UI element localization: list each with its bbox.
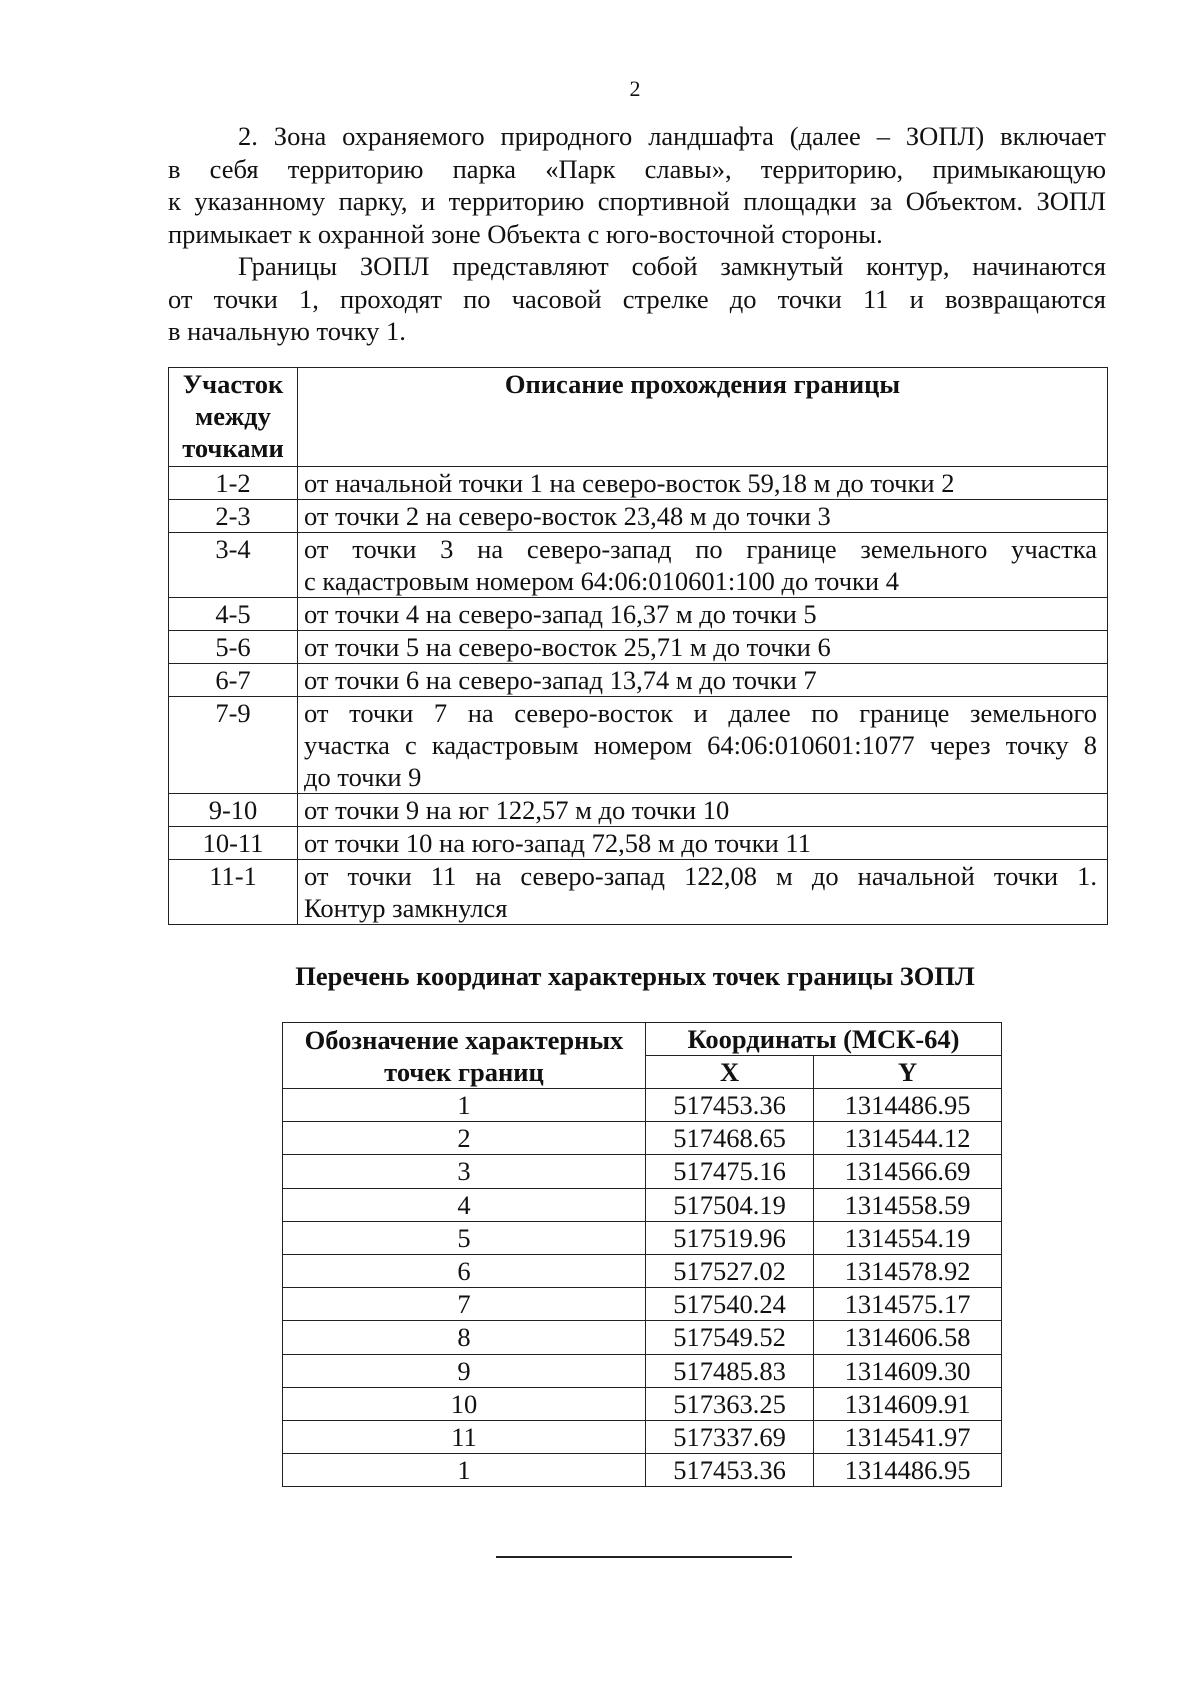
point-cell: 9	[283, 1354, 646, 1387]
header-line: Обозначение характерных	[304, 1024, 624, 1055]
table-row	[283, 1188, 1002, 1221]
point-cell: 2	[283, 1122, 646, 1155]
segment-cell: 4-5	[169, 598, 298, 631]
y-coordinate-cell: 1314486.95	[814, 1089, 1002, 1122]
description-cell	[298, 664, 1108, 697]
table-row	[283, 1421, 1002, 1454]
y-coordinate-cell: 1314609.91	[814, 1387, 1002, 1420]
table-row	[283, 1255, 1002, 1288]
description-line: от точки 10 на юго-запад 72,58 м до точки 11	[304, 828, 811, 858]
paragraph-line: от точки 1, проходят по часовой стрелке до точки 11 и возвращаются	[168, 283, 1106, 314]
y-column-header: Y	[814, 1056, 1002, 1089]
description-line: от точки 4 на северо-запад 16,37 м до точки 5	[304, 599, 817, 629]
description-cell	[298, 533, 1108, 598]
y-coordinate-cell: 1314566.69	[814, 1155, 1002, 1188]
table-row	[169, 697, 1108, 794]
coordinates-column-header: Координаты (МСК-64)	[646, 1023, 1002, 1056]
table-row	[283, 1089, 1002, 1122]
closing-divider	[496, 1556, 792, 1558]
table-row	[283, 1122, 1002, 1155]
point-cell: 4	[283, 1188, 646, 1221]
point-cell: 11	[283, 1421, 646, 1454]
x-coordinate-cell: 517475.16	[646, 1155, 814, 1188]
x-coordinate-cell: 517504.19	[646, 1188, 814, 1221]
description-line: от точки 9 на юг 122,57 м до точки 10	[304, 795, 730, 825]
y-coordinate-cell: 1314558.59	[814, 1188, 1002, 1221]
table-row	[169, 631, 1108, 664]
table-row	[169, 827, 1108, 860]
y-coordinate-cell: 1314609.30	[814, 1354, 1002, 1387]
table-row	[169, 794, 1108, 827]
description-cell	[298, 794, 1108, 827]
x-coordinate-cell: 517337.69	[646, 1421, 814, 1454]
y-coordinate-cell: 1314606.58	[814, 1321, 1002, 1354]
table-row	[169, 664, 1108, 697]
segment-cell: 5-6	[169, 631, 298, 664]
description-cell	[298, 697, 1108, 794]
x-coordinate-cell: 517468.65	[646, 1122, 814, 1155]
segment-cell: 11-1	[169, 860, 298, 925]
table-row	[283, 1288, 1002, 1321]
point-cell: 5	[283, 1221, 646, 1254]
table-row	[283, 1454, 1002, 1487]
description-line: до точки 9	[304, 762, 422, 792]
header-line: точек границ	[384, 1056, 544, 1087]
x-coordinate-cell: 517549.52	[646, 1321, 814, 1354]
segment-column-header	[169, 368, 298, 467]
description-cell	[298, 631, 1108, 664]
segment-cell: 10-11	[169, 827, 298, 860]
x-coordinate-cell: 517485.83	[646, 1354, 814, 1387]
table-row	[283, 1354, 1002, 1387]
description-line: Контур замкнулся	[304, 893, 508, 923]
description-cell	[298, 500, 1108, 533]
segment-cell: 9-10	[169, 794, 298, 827]
table-row	[169, 598, 1108, 631]
paragraph-line: Границы ЗОПЛ представляют собой замкнутый контур, начинаются	[238, 251, 1106, 281]
description-cell	[298, 860, 1108, 925]
table-row	[283, 1155, 1002, 1188]
point-cell: 1	[283, 1454, 646, 1487]
description-cell	[298, 467, 1108, 500]
x-coordinate-cell: 517363.25	[646, 1387, 814, 1420]
y-coordinate-cell: 1314486.95	[814, 1454, 1002, 1487]
coordinates-table	[282, 1022, 1002, 1487]
table-row	[283, 1387, 1002, 1420]
page-number: 2	[629, 76, 641, 101]
x-coordinate-cell: 517453.36	[646, 1089, 814, 1122]
table-row	[169, 860, 1108, 925]
paragraph-line: к указанному парку, и территорию спортивной площадки за Объектом. ЗОПЛ	[168, 186, 1106, 217]
table-header-row	[283, 1023, 1002, 1056]
y-coordinate-cell: 1314544.12	[814, 1122, 1002, 1155]
description-line: от точки 3 на северо-запад по границе земельного участка	[304, 534, 1097, 564]
description-column-header: Описание прохождения границы	[298, 368, 1108, 467]
point-cell: 1	[283, 1089, 646, 1122]
description-line: от точки 11 на северо-запад 122,08 м до начальной точки 1.	[304, 861, 1097, 891]
description-cell	[298, 598, 1108, 631]
point-cell: 10	[283, 1387, 646, 1420]
segment-cell: 1-2	[169, 467, 298, 500]
x-coordinate-cell: 517540.24	[646, 1288, 814, 1321]
x-coordinate-cell: 517527.02	[646, 1255, 814, 1288]
segment-cell: 2-3	[169, 500, 298, 533]
coordinates-table-title: Перечень координат характерных точек границы ЗОПЛ	[295, 961, 975, 991]
paragraph-line: примыкает к охранной зоне Объекта с юго-восточной стороны.	[168, 218, 883, 249]
point-cell: 8	[283, 1321, 646, 1354]
description-line: от точки 5 на северо-восток 25,71 м до точки 6	[304, 632, 831, 662]
segment-cell: 7-9	[169, 697, 298, 794]
description-line: участка с кадастровым номером 64:06:010601:1077 через точку 8	[304, 730, 1097, 760]
description-line: с кадастровым номером 64:06:010601:100 до точки 4	[304, 566, 899, 596]
paragraph-line: в себя территорию парка «Парк славы», территорию, примыкающую	[168, 153, 1106, 184]
header-line: между	[195, 401, 271, 431]
y-coordinate-cell: 1314575.17	[814, 1288, 1002, 1321]
point-cell: 7	[283, 1288, 646, 1321]
point-column-header	[283, 1023, 646, 1089]
y-coordinate-cell: 1314578.92	[814, 1255, 1002, 1288]
point-cell: 3	[283, 1155, 646, 1188]
header-line: Участок	[182, 369, 284, 399]
description-line: от точки 6 на северо-запад 13,74 м до точки 7	[304, 665, 817, 695]
paragraph-line: 2. Зона охраняемого природного ландшафта (далее – ЗОПЛ) включает	[238, 121, 1106, 151]
table-header-row	[169, 368, 1108, 467]
description-line: от начальной точки 1 на северо-восток 59,18 м до точки 2	[304, 468, 955, 498]
table-row	[169, 500, 1108, 533]
paragraph-zone-description	[168, 120, 1106, 250]
header-line: точками	[182, 433, 284, 463]
x-coordinate-cell: 517453.36	[646, 1454, 814, 1487]
x-coordinate-cell: 517519.96	[646, 1221, 814, 1254]
paragraph-boundary-description	[168, 250, 1106, 348]
description-line: от точки 7 на северо-восток и далее по границе земельного	[304, 698, 1097, 728]
boundary-description-table	[168, 367, 1108, 925]
segment-cell: 3-4	[169, 533, 298, 598]
table-row	[283, 1321, 1002, 1354]
paragraph-line: в начальную точку 1.	[168, 316, 406, 347]
segment-cell: 6-7	[169, 664, 298, 697]
x-column-header: X	[646, 1056, 814, 1089]
table-row	[283, 1221, 1002, 1254]
description-cell	[298, 827, 1108, 860]
table-row	[169, 467, 1108, 500]
table-row	[169, 533, 1108, 598]
point-cell: 6	[283, 1255, 646, 1288]
y-coordinate-cell: 1314541.97	[814, 1421, 1002, 1454]
y-coordinate-cell: 1314554.19	[814, 1221, 1002, 1254]
description-line: от точки 2 на северо-восток 23,48 м до точки 3	[304, 501, 831, 531]
